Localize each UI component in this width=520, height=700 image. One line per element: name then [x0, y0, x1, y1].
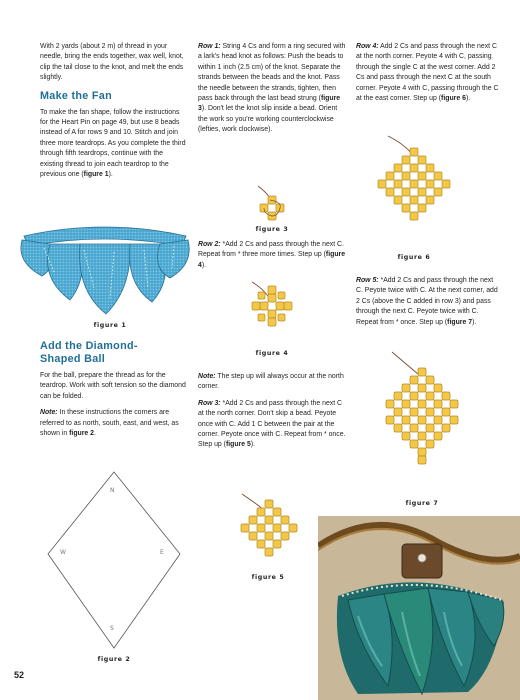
row-3-label: Row 3: [198, 399, 221, 407]
figure-2-diamond-outline [44, 468, 184, 654]
figure-4-bead-cross [244, 280, 304, 342]
pendant-photo-illustration [318, 516, 520, 700]
row-2-paragraph [198, 240, 346, 271]
figure-5-caption: figure 5 [251, 574, 285, 581]
row-4-paragraph [356, 42, 501, 104]
row-1-text: String 4 Cs and form a ring secured with a lark's head knot as follows: Push the beads to within 1 inch (2.5 cm) of the knot. Separate the strands between the beads and the knot. Pass the needle between the strands, tighten, then pass back through the last bead strung ( [198, 43, 346, 103]
figure-1-caption: figure 1 [93, 322, 127, 329]
column-3 [356, 42, 501, 110]
heading-line-2: Shaped Ball [40, 353, 106, 365]
figure-2-caption: figure 2 [97, 656, 131, 663]
west-label: W [60, 549, 66, 556]
row-5-text-end: ). [472, 318, 477, 326]
figure-3-bead-ring [252, 184, 292, 226]
row-4-text: Add 2 Cs and pass through the next C at the north corner. Peyote 4 with C, passing through the single C at the west corner. Add 2 Cs and pass through the next C at the south corner. Peyote 4 with C, passing through the C at the east corner. Step up ( [356, 43, 499, 103]
figure-3-ref: figure 3 [198, 95, 341, 113]
column-3-row5 [356, 276, 501, 334]
row-4-label: Row 4: [356, 43, 379, 50]
figure-2-ref: figure 2 [69, 430, 95, 438]
make-fan-heading: Make the Fan [40, 89, 112, 102]
row-2-label: Row 2: [198, 241, 221, 248]
row-4-text-end: ). [465, 95, 471, 103]
row-1-label: Row 1: [198, 43, 221, 50]
row-5-paragraph [356, 276, 501, 328]
diamond-ball-heading [40, 340, 188, 366]
figure-7-ref: figure 7 [447, 318, 473, 326]
note-text: In these instructions the corners are referred to as north, south, east, and west, as shown in [40, 409, 179, 438]
heading-line-1: Add the Diamond- [40, 340, 138, 352]
column-2-row2 [198, 240, 346, 277]
figure-4-caption: figure 4 [255, 350, 289, 357]
fan-petal-5 [158, 240, 190, 278]
column-2-lower [198, 372, 346, 457]
row-5-label: Row 5: [356, 277, 379, 284]
figure-6-ref: figure 6 [441, 95, 466, 103]
step-up-note [198, 372, 346, 393]
note-label-2: Note: [198, 373, 216, 380]
figure-1-fan-illustration [14, 222, 196, 318]
fan-text-end: ). [108, 171, 113, 179]
row-3-text: *Add 2 Cs and pass through the next C at the north corner. Don't skip a bead. Peyote once with C. Add 1 C between the pair at the corner. Peyote once with C. Repeat from * once. Step up ( [198, 399, 346, 449]
page-number: 52 [14, 670, 25, 680]
column-1-lower [40, 340, 188, 445]
fan-paragraph [40, 108, 188, 181]
pendant-photo [318, 516, 520, 700]
fan-petal-2 [48, 244, 83, 300]
note-text-2: The step up will always occur at the north corner. [198, 373, 344, 391]
row-3-paragraph [198, 399, 346, 451]
note-text-end: . [94, 430, 96, 438]
figure-6-bead-diamond [364, 134, 464, 246]
column-1 [40, 42, 188, 186]
figure-6-caption: figure 6 [397, 254, 431, 261]
row-5-text: *Add 2 Cs and pass through the next C. Peyote twice with C. At the next corner, add 2 Cs (above the C added in row 3) and pass through the next C. Peyote twice with C. Repeat from * once. Step up ( [356, 277, 498, 326]
figure-5-ref: figure 5 [225, 441, 251, 449]
note-paragraph [40, 408, 188, 439]
note-label: Note: [40, 409, 58, 417]
intro-paragraph: With 2 yards (about 2 m) of thread in your needle, bring the ends together, wax well, knot, clip the tail close to the knot, and melt the ends slightly. [40, 43, 184, 82]
row-3-text-end: ). [250, 441, 256, 449]
fan-petal-3 [80, 244, 131, 314]
figure-3-caption: figure 3 [255, 226, 289, 233]
ball-paragraph: For the ball, prepare the thread as for the teardrop. Work with soft tension so the diamond can be folded. [40, 372, 186, 400]
figure-5-bead-diamond [232, 492, 306, 570]
figure-4-ref: figure 4 [198, 251, 346, 269]
fan-text: To make the fan shape, follow the instructions for the Heart Pin on page 49, but use 8 beads instead of A for rows 9 and 10. Stitch and join three more teardrops. As you complete the third through fifth teardrops, continue with the existing thread to join each teardrop to the previous one ( [40, 108, 186, 179]
column-2 [198, 42, 346, 142]
figure-1-ref: figure 1 [83, 171, 109, 179]
row-2-text-end: ). [201, 261, 207, 269]
row-1-paragraph [198, 42, 346, 136]
north-label: N [110, 487, 115, 494]
figure-7-caption: figure 7 [405, 500, 439, 507]
fan-top-band [24, 227, 186, 246]
south-label: S [110, 625, 114, 632]
figure-7-bead-diamond [374, 350, 474, 498]
east-label: E [160, 549, 164, 556]
row-2-text: *Add 2 Cs and pass through the next C. Repeat from * three more times. Step up ( [198, 241, 344, 259]
row-1-text-end: ). Don't let the knot slip inside a bead. Orient the work so you're working counterclockwise (lefties, work clockwise). [198, 105, 338, 134]
